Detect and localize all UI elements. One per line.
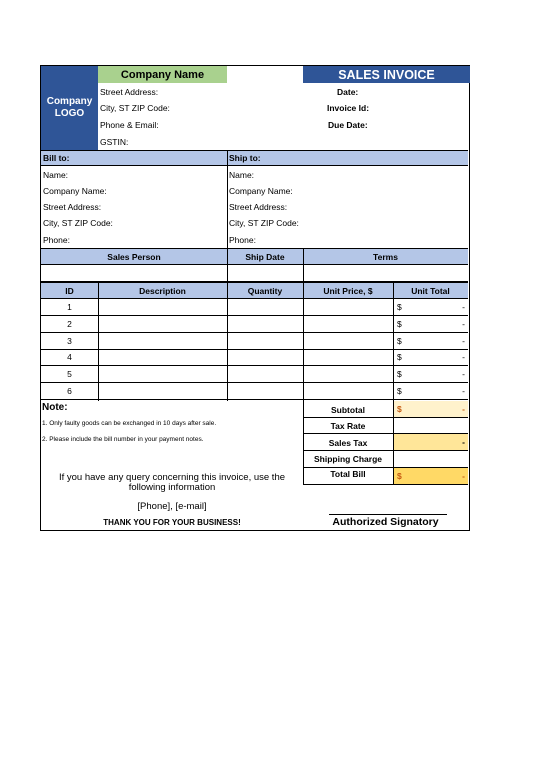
query-line-1: If you have any query concerning this invoice, use the (58, 472, 286, 483)
row-total: - (462, 352, 465, 362)
table-row[interactable] (41, 366, 468, 383)
row-currency: $ (397, 319, 402, 329)
items-col-divider-1 (98, 282, 99, 401)
company-gstin[interactable]: GSTIN: (100, 137, 129, 147)
row-total: - (462, 369, 465, 379)
bill-to-header: Bill to: (43, 153, 70, 163)
unit-price-header: Unit Price, $ (323, 286, 373, 296)
ship-to-name[interactable]: Name: (229, 170, 255, 180)
note-line-1: 1. Only faulty goods can be exchanged in 10 days after sale. (42, 420, 217, 427)
total-label: Total Bill (330, 469, 366, 479)
sales-person-header: Sales Person (107, 252, 161, 262)
bill-to-name[interactable]: Name: (43, 170, 69, 180)
items-col-divider-4 (393, 282, 394, 401)
bill-to-city[interactable]: City, ST ZIP Code: (43, 218, 113, 228)
company-name[interactable]: Company Name (98, 66, 227, 83)
row-id: 1 (67, 302, 72, 312)
ship-to-header: Ship to: (229, 153, 261, 163)
ship-date-header: Ship Date (245, 252, 285, 262)
thank-you-note: THANK YOU FOR YOUR BUSINESS! (103, 518, 241, 527)
bill-to-company[interactable]: Company Name: (43, 186, 107, 196)
sales-tax-value: - (462, 437, 465, 447)
company-phone-email[interactable]: Phone & Email: (100, 120, 159, 130)
row-id: 2 (67, 319, 72, 329)
row-total: - (462, 336, 465, 346)
date-label: Date: (337, 87, 359, 97)
logo-line-1: Company (46, 96, 93, 107)
id-header: ID (65, 286, 74, 296)
table-row[interactable] (41, 316, 468, 333)
authorized-signatory: Authorized Signatory (332, 516, 439, 528)
items-col-divider-2 (227, 282, 228, 401)
table-row[interactable] (41, 299, 468, 316)
note-line-2: 2. Please include the bill number in your payment notes. (42, 436, 204, 443)
sales-tax-label: Sales Tax (328, 438, 368, 448)
company-logo (41, 66, 98, 150)
tax-rate-label: Tax Rate (330, 421, 366, 431)
table-row[interactable] (41, 349, 468, 366)
ship-to-company[interactable]: Company Name: (229, 186, 293, 196)
unit-total-header: Unit Total (411, 286, 450, 296)
invoice-id-label: Invoice Id: (327, 103, 370, 113)
row-currency: $ (397, 302, 402, 312)
ship-to-city[interactable]: City, ST ZIP Code: (229, 218, 299, 228)
company-city[interactable]: City, ST ZIP Code: (100, 103, 170, 113)
row-currency: $ (397, 336, 402, 346)
quantity-header: Quantity (247, 286, 283, 296)
due-date-label: Due Date: (328, 120, 368, 130)
signature-line (329, 514, 447, 515)
row-id: 6 (67, 386, 72, 396)
query-line-2: following information (128, 482, 216, 493)
table-row[interactable] (41, 333, 468, 350)
row-total: - (462, 386, 465, 396)
row-currency: $ (397, 369, 402, 379)
shipping-label: Shipping Charge (314, 454, 382, 464)
row-total: - (462, 302, 465, 312)
invoice-sheet (40, 65, 470, 531)
subtotal-label: Subtotal (331, 405, 365, 415)
note-label: Note: (42, 402, 68, 413)
row-currency: $ (397, 386, 402, 396)
subtotal-currency: $ (397, 404, 402, 414)
total-value: - (462, 471, 465, 481)
terms-header: Terms (373, 252, 398, 262)
total-currency: $ (397, 471, 402, 481)
terms-value-row[interactable] (41, 265, 468, 282)
table-row[interactable] (41, 383, 468, 400)
items-col-divider-3 (303, 282, 304, 401)
invoice-title: SALES INVOICE (303, 66, 470, 83)
row-currency: $ (397, 352, 402, 362)
row-total: - (462, 319, 465, 329)
ship-to-street[interactable]: Street Address: (229, 202, 288, 212)
bill-ship-divider (227, 150, 228, 248)
description-header: Description (139, 286, 186, 296)
row-id: 4 (67, 352, 72, 362)
subtotal-value: - (462, 404, 465, 414)
company-street[interactable]: Street Address: (100, 87, 159, 97)
bill-to-phone[interactable]: Phone: (43, 235, 70, 245)
logo-line-2: LOGO (54, 108, 85, 119)
contact-info: [Phone], [e-mail] (137, 501, 207, 512)
row-id: 5 (67, 369, 72, 379)
row-id: 3 (67, 336, 72, 346)
bill-to-street[interactable]: Street Address: (43, 202, 102, 212)
ship-to-phone[interactable]: Phone: (229, 235, 256, 245)
